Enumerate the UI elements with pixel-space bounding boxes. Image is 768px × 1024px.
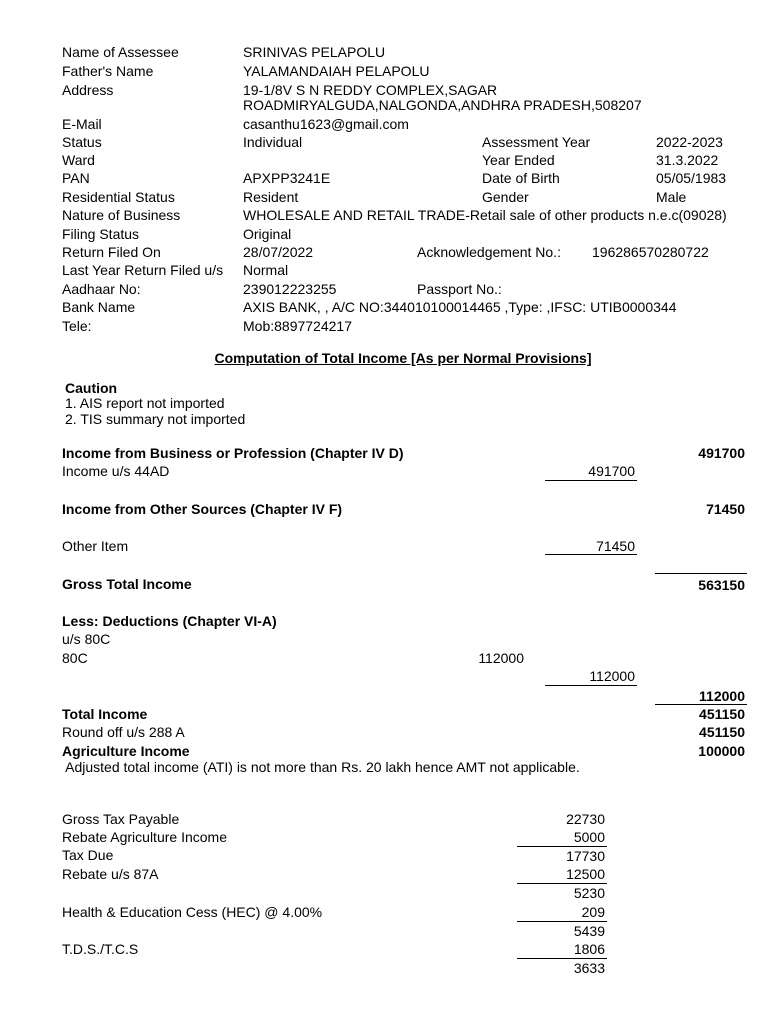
net-tax: 3633 <box>573 960 605 976</box>
father-value: YALAMANDAIAH PELAPOLU <box>243 63 430 79</box>
taxdue-value: 17730 <box>566 848 605 864</box>
rebate-agri-label: Rebate Agriculture Income <box>62 829 227 845</box>
name-value: SRINIVAS PELAPOLU <box>243 44 386 60</box>
aadhaar-label: Aadhaar No: <box>62 281 141 297</box>
ack-value: 196286570280722 <box>592 244 709 260</box>
residential-value: Resident <box>243 189 299 205</box>
tele-label: Tele: <box>62 318 92 334</box>
pan-label: PAN <box>62 170 90 186</box>
residential-label: Residential Status <box>62 189 175 205</box>
address-line1: 19-1/8V S N REDDY COMPLEX,SAGAR <box>243 82 498 98</box>
agri-label: Agriculture Income <box>62 743 190 759</box>
c80-value: 112000 <box>478 650 524 666</box>
roundoff-label: Round off u/s 288 A <box>62 724 185 740</box>
u44ad-value: 491700 <box>588 463 635 479</box>
c80-subtotal: 112000 <box>589 668 635 684</box>
tds-label: T.D.S./T.C.S <box>62 941 139 957</box>
address-label: Address <box>62 82 114 98</box>
rfo-value: 28/07/2022 <box>243 244 314 260</box>
rebate-agri-underline <box>517 846 607 847</box>
ye-value: 31.3.2022 <box>656 152 719 168</box>
total-income-value: 451150 <box>699 706 745 722</box>
amt-note: Adjusted total income (ATI) is not more than Rs. 20 lakh hence AMT not applicable. <box>62 759 580 775</box>
filing-value: Original <box>243 226 292 242</box>
gender-label: Gender <box>482 189 529 205</box>
taxdue-label: Tax Due <box>62 847 114 863</box>
email-value: casanthu1623@gmail.com <box>243 116 409 132</box>
deduction-total: 112000 <box>699 688 745 704</box>
gti-value: 563150 <box>698 577 745 593</box>
ye-label: Year Ended <box>482 152 555 168</box>
us80c-label: u/s 80C <box>62 631 111 647</box>
bank-value: AXIS BANK, , A/C NO:344010100014465 ,Type: ,IFSC: UTIB0000344 <box>243 299 677 315</box>
filing-label: Filing Status <box>62 226 140 242</box>
roundoff-value: 451150 <box>699 724 745 740</box>
other-item-label: Other Item <box>62 538 129 554</box>
tds-value: 1806 <box>573 941 605 957</box>
caution-title: Caution <box>65 380 118 396</box>
gender-value: Male <box>656 189 687 205</box>
ay-value: 2022-2023 <box>656 134 723 150</box>
status-value: Individual <box>243 134 303 150</box>
tds-underline <box>517 958 607 959</box>
caution-item-1: 1. AIS report not imported <box>65 395 225 411</box>
subtotal-1: 5230 <box>573 885 605 901</box>
c80-underline <box>545 685 637 686</box>
other-head: Income from Other Sources (Chapter IV F) <box>62 501 343 517</box>
tele-value: Mob:8897724217 <box>243 318 352 334</box>
c80-label: 80C <box>62 650 88 666</box>
aadhaar-value: 239012223255 <box>243 281 337 297</box>
rebate-agri-value: 5000 <box>573 829 605 845</box>
deduction-underline <box>655 704 747 705</box>
pan-value: APXPP3241E <box>243 170 331 186</box>
gtp-label: Gross Tax Payable <box>62 811 180 827</box>
nob-label: Nature of Business <box>62 207 181 223</box>
email-label: E-Mail <box>62 116 102 132</box>
ward-label: Ward <box>62 152 95 168</box>
caution-item-2: 2. TIS summary not imported <box>65 411 246 427</box>
subtotal-2: 5439 <box>573 923 605 939</box>
bank-label: Bank Name <box>62 299 136 315</box>
lyr-label: Last Year Return Filed u/s <box>62 262 224 278</box>
gtp-value: 22730 <box>566 811 605 827</box>
computation-title: Computation of Total Income [As per Normal Provisions] <box>214 350 592 366</box>
lyr-value: Normal <box>243 262 289 278</box>
dob-value: 05/05/1983 <box>656 170 727 186</box>
ay-label: Assessment Year <box>482 134 591 150</box>
agri-value: 100000 <box>698 743 745 759</box>
rebate87-value: 12500 <box>566 866 605 882</box>
ack-label: Acknowledgement No.: <box>417 244 561 260</box>
address-line2: ROADMIRYALGUDA,NALGONDA,ANDHRA PRADESH,508207 <box>243 97 642 113</box>
u44ad-label: Income u/s 44AD <box>62 463 170 479</box>
u44ad-underline <box>545 480 637 481</box>
father-label: Father's Name <box>62 63 154 79</box>
hec-value: 209 <box>581 904 605 920</box>
other-total: 71450 <box>706 501 745 517</box>
gti-label: Gross Total Income <box>62 576 192 592</box>
rebate87-underline <box>517 883 607 884</box>
dob-label: Date of Birth <box>482 170 560 186</box>
nob-value: WHOLESALE AND RETAIL TRADE-Retail sale of other products n.e.c(09028) <box>243 207 727 223</box>
deduction-head: Less: Deductions (Chapter VI-A) <box>62 613 277 629</box>
status-label: Status <box>62 134 102 150</box>
business-total: 491700 <box>698 445 745 461</box>
other-item-underline <box>545 554 637 555</box>
other-item-value: 71450 <box>596 538 635 554</box>
hec-label: Health & Education Cess (HEC) @ 4.00% <box>62 904 323 920</box>
total-income-label: Total Income <box>62 706 148 722</box>
business-head: Income from Business or Profession (Chapter IV D) <box>62 445 404 461</box>
rfo-label: Return Filed On <box>62 244 161 260</box>
rebate87-label: Rebate u/s 87A <box>62 866 159 882</box>
passport-label: Passport No.: <box>417 281 502 297</box>
gti-overline <box>655 573 747 574</box>
hec-underline <box>517 921 607 922</box>
name-label: Name of Assessee <box>62 44 179 60</box>
